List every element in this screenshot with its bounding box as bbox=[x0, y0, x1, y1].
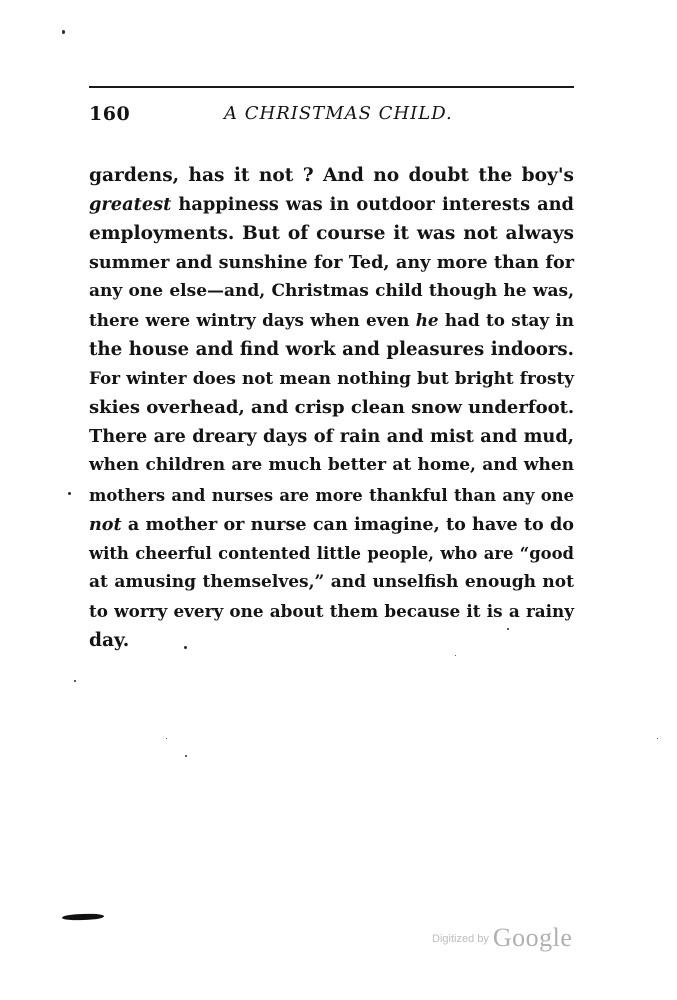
text-line bbox=[89, 481, 574, 510]
scan-speck bbox=[657, 738, 658, 739]
text-segment: There are dreary days of rain and mist and mud, bbox=[89, 426, 574, 448]
digitized-watermark bbox=[432, 923, 572, 953]
scan-speck bbox=[74, 680, 76, 682]
italic-word: greatest bbox=[89, 194, 172, 216]
text-segment: at amusing themselves,” and unselfish enough not bbox=[89, 571, 574, 592]
body-text bbox=[89, 161, 574, 655]
scan-speck bbox=[166, 738, 167, 739]
text-segment: had to stay in bbox=[438, 310, 574, 331]
text-segment: any one else—and, Christmas child though he was, bbox=[89, 281, 574, 302]
italic-word: he bbox=[415, 310, 439, 331]
page-number: 160 bbox=[89, 103, 131, 125]
scan-speck bbox=[68, 492, 71, 495]
text-segment: employments. But of course it was not always bbox=[89, 223, 574, 245]
text-segment: happiness was in outdoor interests and bbox=[171, 194, 574, 216]
scan-speck bbox=[184, 646, 187, 649]
text-line bbox=[89, 597, 574, 626]
text-line bbox=[89, 539, 574, 568]
header-rule bbox=[89, 86, 574, 88]
text-segment: For winter does not mean nothing but bright frosty bbox=[89, 368, 574, 389]
text-line bbox=[89, 364, 574, 393]
text-line bbox=[89, 219, 574, 248]
scan-speck bbox=[62, 30, 65, 34]
watermark-prefix: Digitized by bbox=[432, 933, 489, 945]
ink-smudge bbox=[62, 913, 104, 920]
text-segment: to worry every one about them because it is a rainy bbox=[89, 600, 574, 621]
scan-speck bbox=[455, 655, 456, 656]
text-line bbox=[89, 190, 574, 219]
text-line bbox=[89, 306, 574, 335]
text-segment: gardens, has it not ? And no doubt the boy's bbox=[89, 165, 574, 186]
text-line bbox=[89, 248, 574, 277]
text-segment: there were wintry days when even bbox=[89, 310, 416, 331]
text-segment: a mother or nurse can imagine, to have to do bbox=[121, 513, 574, 535]
watermark-brand: Google bbox=[492, 923, 573, 952]
text-segment: day. bbox=[89, 629, 130, 651]
text-line bbox=[89, 161, 574, 190]
text-line bbox=[89, 510, 574, 539]
text-segment: mothers and nurses are more thankful than any one bbox=[89, 485, 574, 505]
text-segment: skies overhead, and crisp clean snow underfoot. bbox=[89, 397, 575, 419]
text-segment: when children are much better at home, and when bbox=[89, 455, 574, 476]
text-line bbox=[89, 568, 574, 597]
scan-speck bbox=[507, 628, 509, 630]
text-line bbox=[89, 335, 574, 364]
text-segment: with cheerful contented little people, who are “good bbox=[89, 543, 574, 563]
text-segment: summer and sunshine for Ted, any more than for bbox=[89, 252, 574, 274]
running-title: A CHRISTMAS CHILD. bbox=[224, 103, 453, 124]
text-line bbox=[89, 626, 574, 655]
text-line bbox=[89, 451, 574, 480]
text-line bbox=[89, 277, 574, 306]
text-line bbox=[89, 393, 574, 422]
text-segment: the house and find work and pleasures indoors. bbox=[89, 339, 574, 361]
scan-speck bbox=[185, 755, 187, 757]
page-header bbox=[89, 103, 574, 131]
text-line bbox=[89, 422, 574, 451]
italic-word: not bbox=[89, 513, 122, 535]
